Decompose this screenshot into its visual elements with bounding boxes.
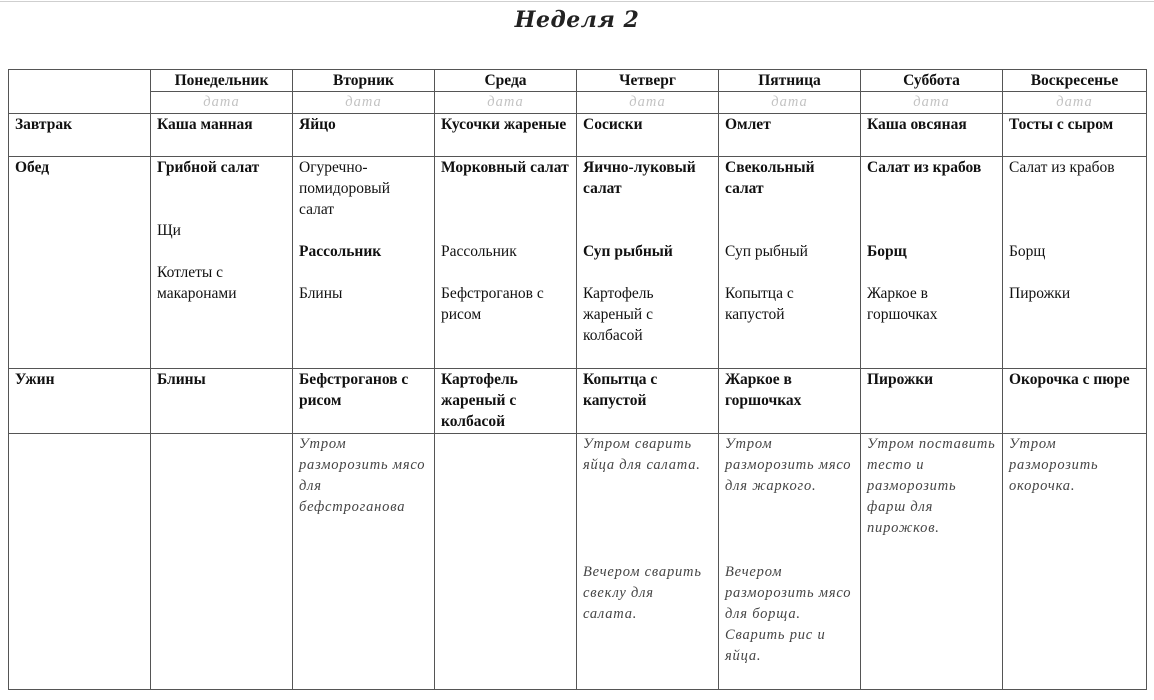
date-thursday[interactable]: дата [577, 92, 719, 114]
lunch-main-monday: Котлеты с макаронами [157, 264, 237, 302]
lunch-salad-tuesday: Огуречно-помидоровый салат [299, 159, 391, 218]
breakfast-tuesday: Яйцо [293, 114, 435, 157]
page-title: Неделя 2 [514, 7, 640, 33]
note-friday-morning: Утром разморозить мясо для жаркого. [725, 436, 852, 494]
lunch-soup-wednesday: Рассольник [441, 243, 517, 260]
lunch-friday [719, 157, 861, 369]
meal-label-lunch: Обед [9, 157, 151, 369]
meal-label-dinner: Ужин [9, 369, 151, 434]
dinner-sunday: Окорочка с пюре [1003, 369, 1147, 434]
dinner-saturday: Пирожки [861, 369, 1003, 434]
breakfast-saturday: Каша овсяная [861, 114, 1003, 157]
lunch-salad-thursday: Яично-луковый салат [583, 159, 696, 197]
note-friday-extra: Сварить рис и яйца. [725, 627, 826, 664]
notes-row [9, 434, 1147, 690]
lunch-main-tuesday: Блины [299, 285, 343, 302]
dinner-tuesday: Бефстроганов с рисом [293, 369, 435, 434]
lunch-sunday [1003, 157, 1147, 369]
lunch-saturday [861, 157, 1003, 369]
lunch-wednesday [435, 157, 577, 369]
corner-cell [9, 70, 151, 114]
lunch-salad-saturday: Салат из крабов [867, 159, 982, 176]
breakfast-sunday: Тосты с сыром [1003, 114, 1147, 157]
lunch-tuesday [293, 157, 435, 369]
lunch-salad-monday: Грибной салат [157, 159, 260, 176]
note-friday-evening: Вечером разморозить мясо для борща. [725, 564, 852, 622]
dinner-friday: Жаркое в горшочках [719, 369, 861, 434]
day-header-wednesday: Среда [435, 70, 577, 92]
breakfast-wednesday: Кусочки жареные [435, 114, 577, 157]
date-sunday[interactable]: дата [1003, 92, 1147, 114]
weekly-menu-table [8, 69, 1147, 690]
header-row [9, 70, 1147, 92]
breakfast-row [9, 114, 1147, 157]
day-header-friday: Пятница [719, 70, 861, 92]
lunch-salad-wednesday: Морковный салат [441, 159, 569, 176]
meal-label-breakfast: Завтрак [9, 114, 151, 157]
lunch-soup-thursday: Суп рыбный [583, 243, 673, 260]
date-wednesday[interactable]: дата [435, 92, 577, 114]
breakfast-thursday: Сосиски [577, 114, 719, 157]
day-header-saturday: Суббота [861, 70, 1003, 92]
lunch-row [9, 157, 1147, 369]
notes-monday [151, 434, 293, 690]
day-header-monday: Понедельник [151, 70, 293, 92]
notes-tuesday: Утром разморозить мясо для бефстроганова [293, 434, 435, 690]
lunch-main-saturday: Жаркое в горшочках [867, 285, 938, 323]
lunch-soup-saturday: Борщ [867, 243, 907, 260]
top-border-line [0, 1, 1154, 2]
notes-friday [719, 434, 861, 690]
dinner-thursday: Копытца с капустой [577, 369, 719, 434]
breakfast-friday: Омлет [719, 114, 861, 157]
lunch-soup-monday: Щи [157, 222, 181, 239]
lunch-thursday [577, 157, 719, 369]
lunch-monday [151, 157, 293, 369]
note-thursday-morning: Утром сварить яйца для салата. [583, 436, 701, 473]
notes-thursday [577, 434, 719, 690]
note-thursday-evening: Вечером сварить свеклу для салата. [583, 564, 702, 622]
lunch-soup-friday: Суп рыбный [725, 243, 808, 260]
notes-sunday: Утром разморозить окорочка. [1003, 434, 1147, 690]
lunch-salad-friday: Свекольный салат [725, 159, 815, 197]
day-header-sunday: Воскресенье [1003, 70, 1147, 92]
breakfast-monday: Каша манная [151, 114, 293, 157]
notes-wednesday [435, 434, 577, 690]
day-header-thursday: Четверг [577, 70, 719, 92]
notes-label-empty [9, 434, 151, 690]
lunch-main-sunday: Пирожки [1009, 285, 1071, 302]
lunch-main-thursday: Картофель жареный с колбасой [583, 285, 654, 344]
dinner-row [9, 369, 1147, 434]
date-monday[interactable]: дата [151, 92, 293, 114]
notes-saturday: Утром поставить тесто и разморозить фарш для пирожков. [861, 434, 1003, 690]
date-row [9, 92, 1147, 114]
lunch-main-friday: Копытца с капустой [725, 285, 794, 323]
date-friday[interactable]: дата [719, 92, 861, 114]
dinner-monday: Блины [151, 369, 293, 434]
date-saturday[interactable]: дата [861, 92, 1003, 114]
lunch-main-wednesday: Бефстроганов с рисом [441, 285, 544, 323]
lunch-soup-sunday: Борщ [1009, 243, 1046, 260]
dinner-wednesday: Картофель жареный с колбасой [435, 369, 577, 434]
lunch-soup-tuesday: Рассольник [299, 243, 382, 260]
day-header-tuesday: Вторник [293, 70, 435, 92]
date-tuesday[interactable]: дата [293, 92, 435, 114]
lunch-salad-sunday: Салат из крабов [1009, 159, 1115, 176]
